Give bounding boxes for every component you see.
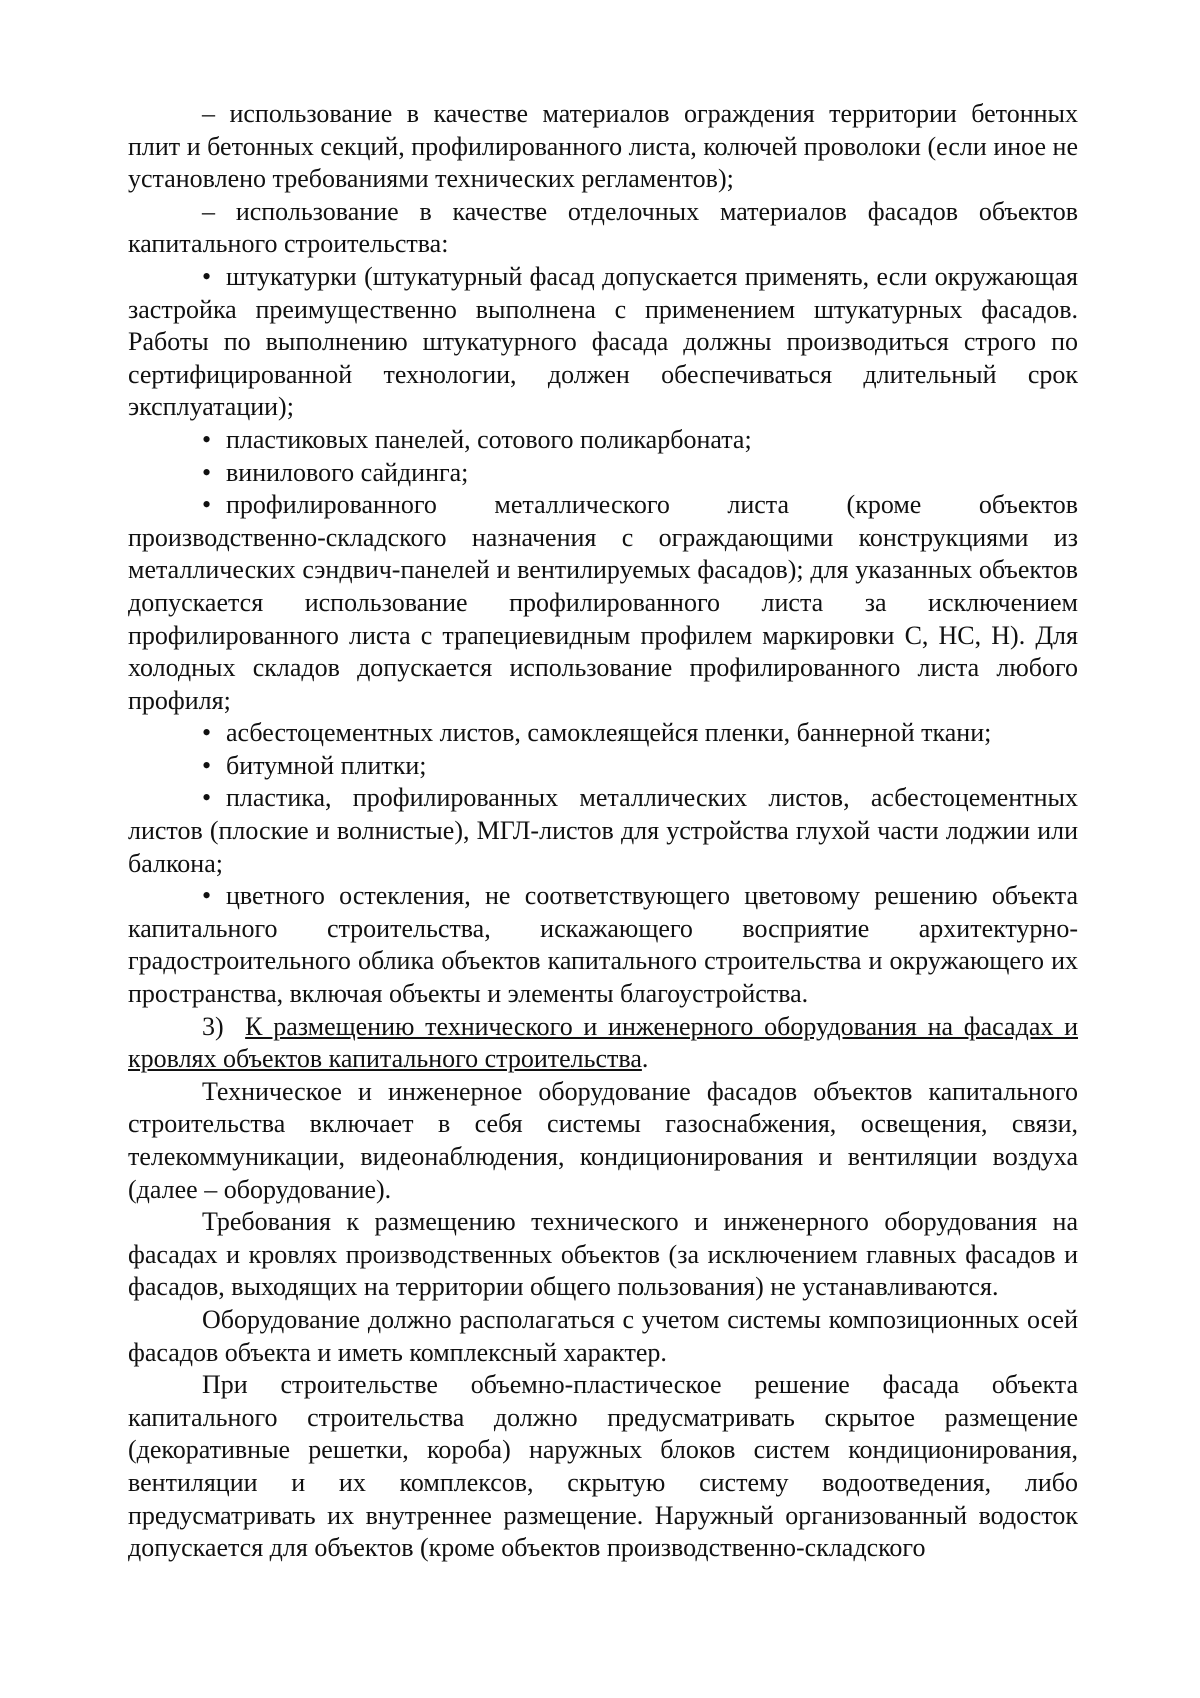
section-number: 3): [202, 1011, 224, 1041]
paragraph-hidden-placement: При строительстве объемно-пластическое решение фасада объекта капитального строительства должно предусматривать скрытое размещение (декоративные решетки, короба) наружных блоков систем кондиционирования, вентиляции и их комплексов, скрытую систему водоотведения, либо предусматривать их внутреннее размещение. Наружный организованный водосток допускается для объектов (кроме объектов производственно-складского: [128, 1370, 1078, 1563]
bullet-icon: •: [202, 750, 212, 780]
paragraph-industrial-requirements: Требования к размещению технического и инженерного оборудования на фасадах и кровлях производственных объектов (за исключением главных фасадов и фасадов, выходящих на территории общего пользования) не устанавливаются.: [128, 1207, 1078, 1302]
bullet-icon: •: [202, 457, 212, 487]
bullet-icon: •: [202, 881, 212, 911]
paragraph-fence-materials: – использование в качестве материалов ограждения территории бетонных плит и бетонных секций, профилированного листа, колючей проволоки (если иное не установлено требованиями технических регламентов);: [128, 99, 1078, 194]
list-item: • штукатурки (штукатурный фасад допускается применять, если окружающая застройка преимущественно выполнена с применением штукатурных фасадов. Работы по выполнению штукатурного фасада должны производиться строго по сертифицированной технологии, должен обеспечиваться длительный срок эксплуатации);: [128, 261, 1078, 422]
section-heading: 3) К размещению технического и инженерного оборудования на фасадах и кровлях объектов капитального строительства.: [128, 1011, 1078, 1074]
paragraph-facade-materials: – использование в качестве отделочных материалов фасадов объектов капитального строительства:: [128, 196, 1078, 259]
bullet-icon: •: [202, 718, 212, 748]
paragraph-composition-axes: Оборудование должно располагаться с учетом системы композиционных осей фасадов объекта и иметь комплексный характер.: [128, 1304, 1078, 1367]
bullet-icon: •: [202, 783, 212, 813]
list-item: • цветного остекления, не соответствующего цветовому решению объекта капитального строительства, искажающего восприятие архитектурно-градостроительного облика объектов капитального строительства и окружающего их пространства, включая объекты и элементы благоустройства.: [128, 881, 1078, 1009]
list-item: • пластиковых панелей, сотового поликарбоната;: [128, 424, 1078, 457]
bullet-icon: •: [202, 490, 212, 520]
list-item: • асбестоцементных листов, самоклеящейся пленки, баннерной ткани;: [128, 717, 1078, 750]
list-item: • битумной плитки;: [128, 750, 1078, 783]
list-item: • пластика, профилированных металлических листов, асбестоцементных листов (плоские и волнистые), МГЛ-листов для устройства глухой части лоджии или балкона;: [128, 783, 1078, 878]
paragraph-equipment-definition: Техническое и инженерное оборудование фасадов объектов капитального строительства включает в себя системы газоснабжения, освещения, связи, телекоммуникации, видеонаблюдения, кондиционирования и вентиляции воздуха (далее – оборудование).: [128, 1076, 1078, 1204]
bullet-icon: •: [202, 261, 212, 291]
list-item: • профилированного металлического листа (кроме объектов производственно-складского назначения с ограждающими конструкциями из металлических сэндвич-панелей и вентилируемых фасадов); для указанных объектов допускается использование профилированного листа за исключением профилированного листа с трапециевидным профилем маркировки С, НС, Н). Для холодных складов допускается использование профилированного листа любого профиля;: [128, 490, 1078, 715]
bullet-icon: •: [202, 424, 212, 454]
section-title: К размещению технического и инженерного оборудования на фасадах и кровлях объектов капитального строительства: [128, 1011, 1078, 1074]
document-page: [128, 98, 1078, 1565]
list-item: • винилового сайдинга;: [128, 457, 1078, 490]
